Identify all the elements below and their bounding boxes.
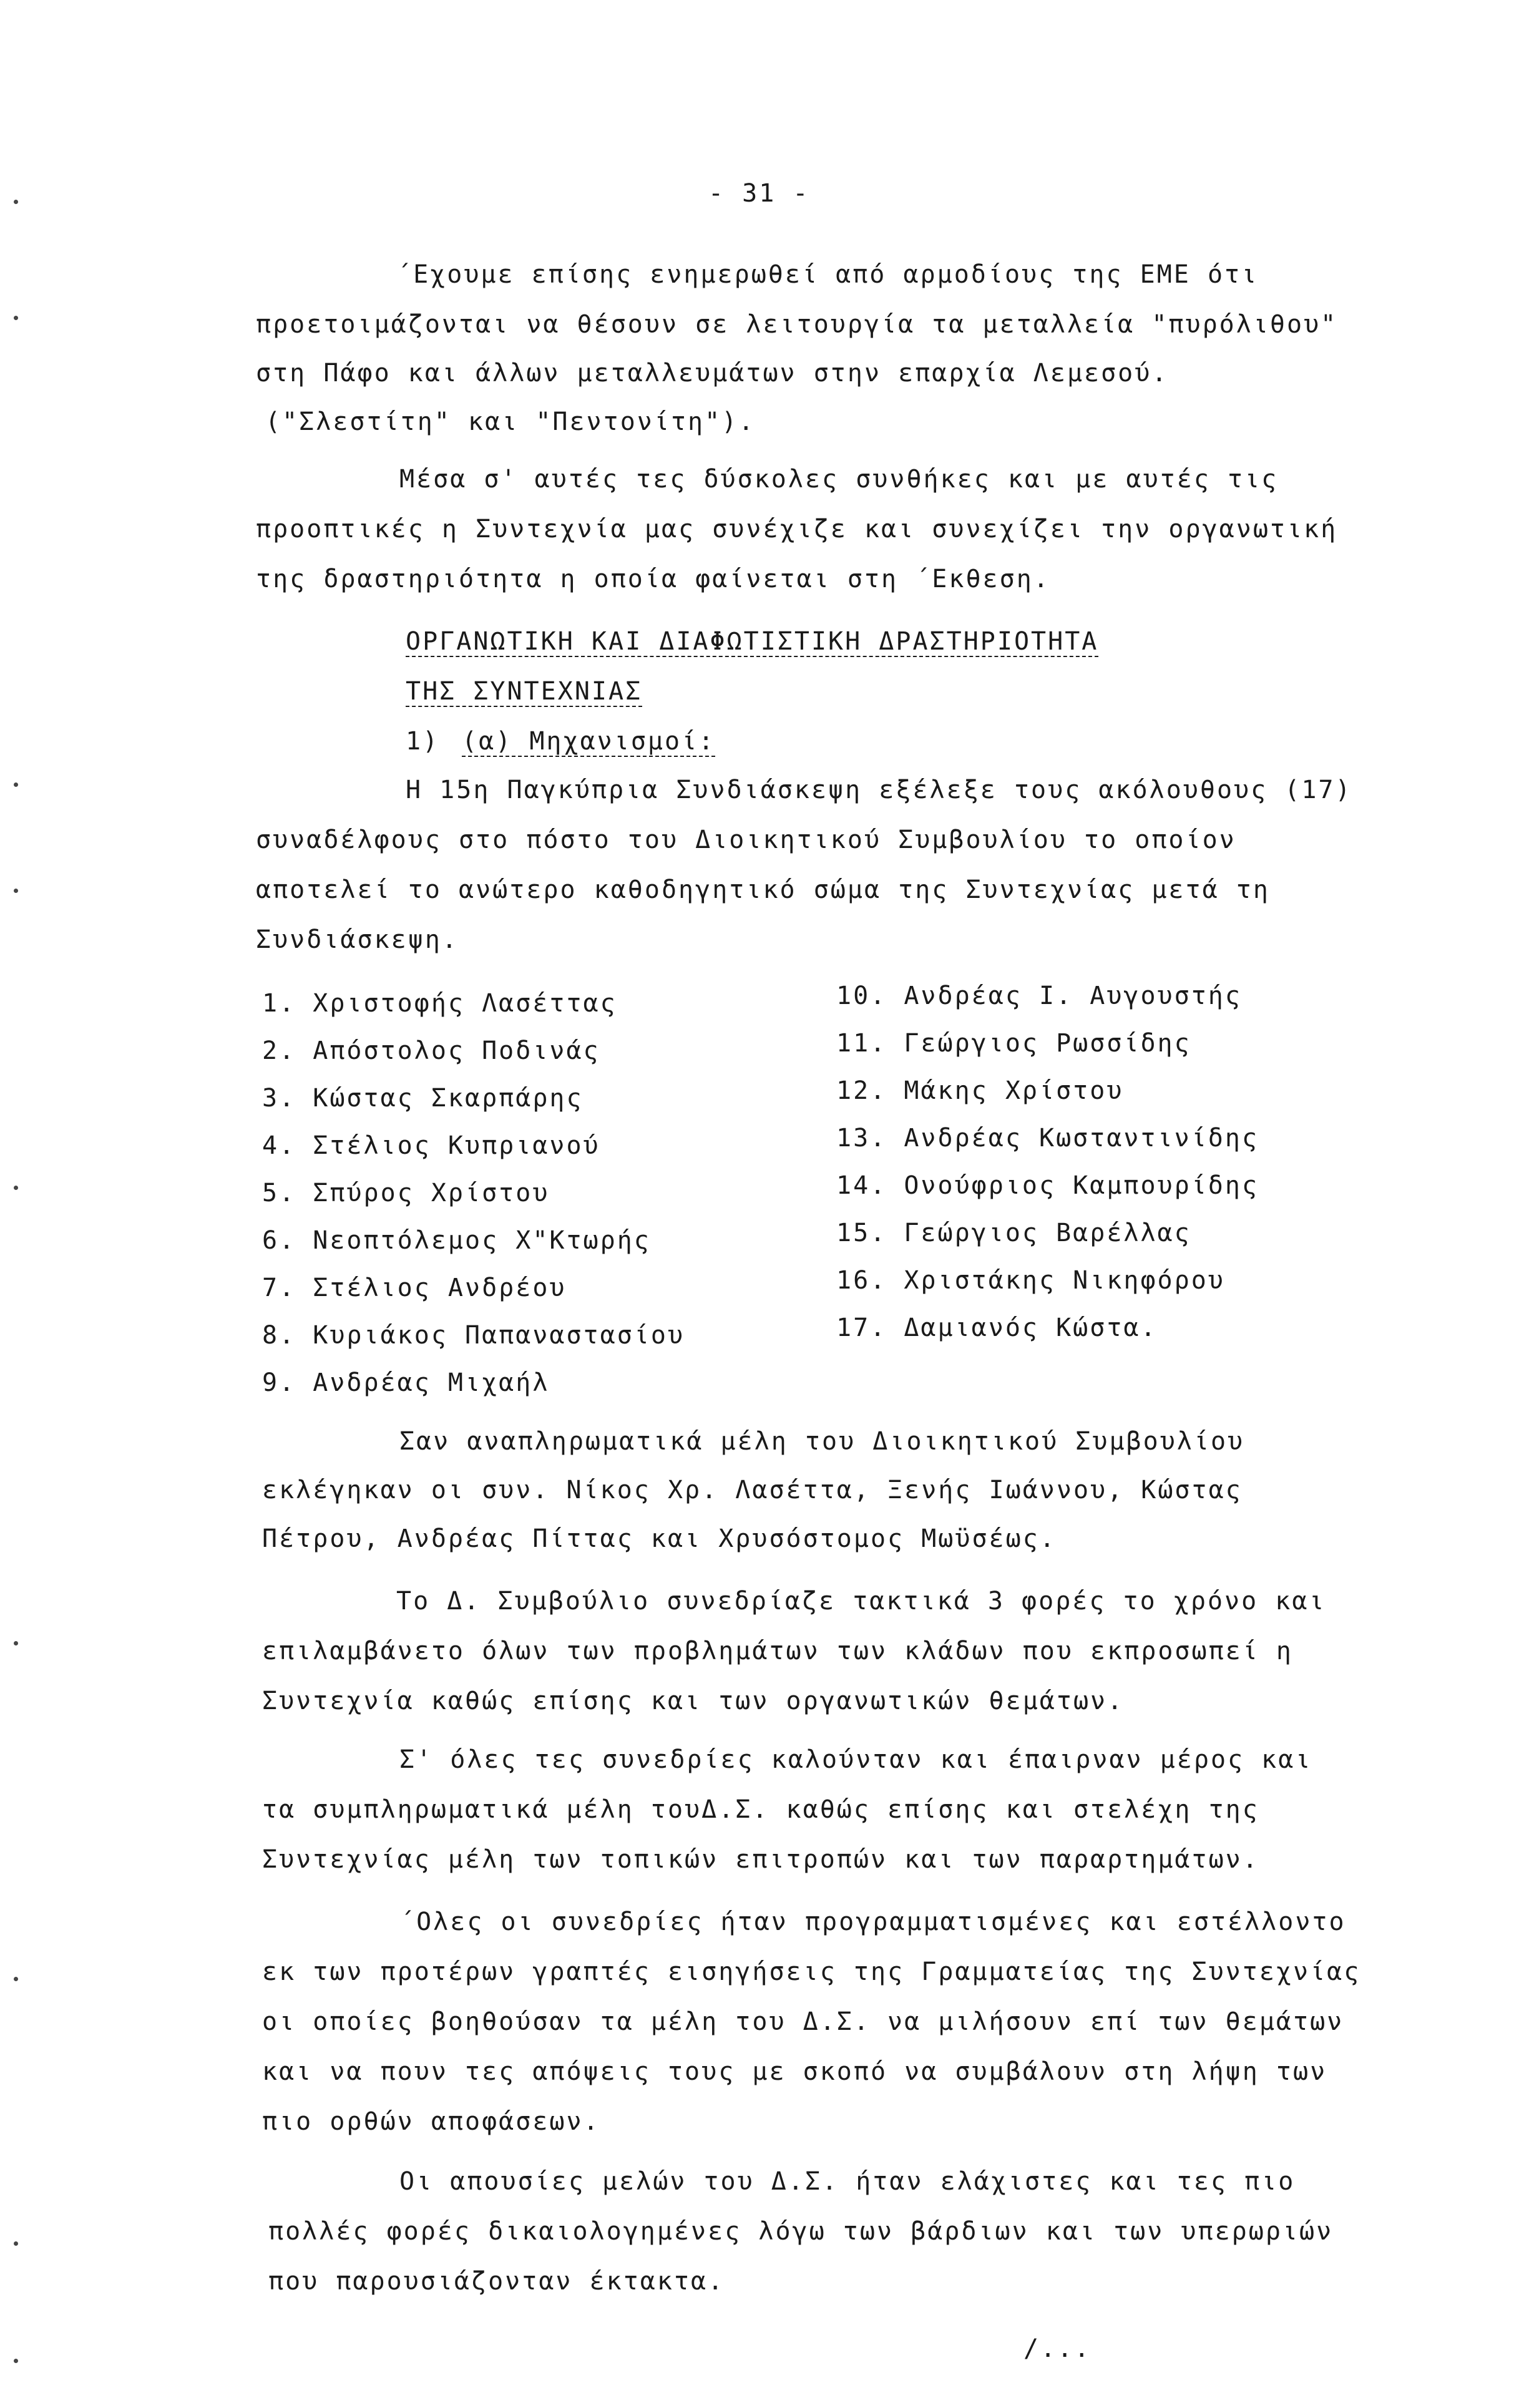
punch-hole-mark	[14, 1186, 18, 1190]
text-line: και να πουν τες απόψεις τους με σκοπό να συμβάλουν στη λήψη των	[262, 2057, 1327, 2086]
list-item: 8. Κυριάκος Παπαναστασίου	[262, 1321, 685, 1350]
text-line: πολλές φορές δικαιολογημένες λόγω των βάρδιων και των υπερωριών	[268, 2217, 1334, 2246]
text-line: Σ' όλες τες συνεδρίες καλούνταν και έπαιρναν μέρος και	[399, 1745, 1312, 1774]
section-title-line: ΟΡΓΑΝΩΤΙΚΗ ΚΑΙ ΔΙΑΦΩΤΙΣΤΙΚΗ ΔΡΑΣΤΗΡΙΟΤΗΤΑ	[406, 627, 1099, 656]
text-line: ("Σλεστίτη" και "Πεντονίτη").	[265, 407, 756, 436]
list-item: 5. Σπύρος Χρίστου	[262, 1179, 550, 1207]
list-item: 14. Ονούφριος Καμπουρίδης	[836, 1171, 1259, 1200]
text-line: οι οποίες βοηθούσαν τα μέλη του Δ.Σ. να μιλήσουν επί των θεμάτων	[262, 2007, 1344, 2036]
text-line: Η 15η Παγκύπρια Συνδιάσκεψη εξέλεξε τους ακόλουθους (17)	[406, 776, 1352, 804]
list-item: 7. Στέλιος Ανδρέου	[262, 1274, 567, 1302]
punch-hole-mark	[14, 2241, 18, 2246]
text-line: Μέσα σ' αυτές τες δύσκολες συνθήκες και με αυτές τις	[399, 465, 1279, 494]
punch-hole-mark	[14, 2359, 18, 2363]
text-line: στη Πάφο και άλλων μεταλλευμάτων στην επαρχία Λεμεσού.	[256, 359, 1169, 388]
text-line: ΄Εχουμε επίσης ενημερωθεί από αρμοδίους της ΕΜΕ ότι	[396, 260, 1259, 289]
text-line: Οι απουσίες μελών του Δ.Σ. ήταν ελάχιστες και τες πιο	[399, 2167, 1296, 2196]
continuation-mark: /...	[1023, 2334, 1092, 2363]
text-line: Συνδιάσκεψη.	[256, 925, 459, 954]
text-line: τα συμπληρωματικά μέλη τουΔ.Σ. καθώς επίσης και στελέχη της	[262, 1795, 1259, 1824]
list-item: 10. Ανδρέας Ι. Αυγουστής	[836, 982, 1242, 1010]
text-line: επιλαμβάνετο όλων των προβλημάτων των κλάδων που εκπροσωπεί η	[262, 1637, 1294, 1665]
punch-hole-mark	[14, 316, 18, 320]
text-line: εκ των προτέρων γραπτές εισηγήσεις της Γραμματείας της Συντεχνίας	[262, 1957, 1361, 1986]
list-item: 13. Ανδρέας Κωσταντινίδης	[836, 1124, 1259, 1153]
text-line: Συντεχνίας μέλη των τοπικών επιτροπών και των παραρτημάτων.	[262, 1845, 1259, 1874]
punch-hole-mark	[14, 1641, 18, 1645]
text-line: συναδέλφους στο πόστο του Διοικητικού Συμβουλίου το οποίον	[256, 826, 1236, 854]
text-line: της δραστηριότητα η οποία φαίνεται στη ΄Εκθεση.	[256, 565, 1050, 593]
text-line: ΄Ολες οι συνεδρίες ήταν προγραμματισμένες και εστέλλοντο	[399, 1908, 1346, 1936]
list-item: 3. Κώστας Σκαρπάρης	[262, 1084, 584, 1113]
list-item: 2. Απόστολος Ποδινάς	[262, 1036, 600, 1065]
list-item: 6. Νεοπτόλεμος Χ"Κτωρής	[262, 1226, 651, 1255]
list-item: 4. Στέλιος Κυπριανού	[262, 1131, 600, 1160]
punch-hole-mark	[14, 1977, 18, 1981]
text-line: που παρουσιάζονταν έκτακτα.	[268, 2267, 725, 2296]
list-item: 17. Δαμιανός Κώστα.	[836, 1314, 1158, 1342]
list-item: 9. Ανδρέας Μιχαήλ	[262, 1368, 550, 1397]
text-line: Πέτρου, Ανδρέας Πίττας και Χρυσόστομος Μωϋσέως.	[262, 1524, 1057, 1553]
text-line: προοπτικές η Συντεχνία μας συνέχιζε και συνεχίζει την οργανωτική	[256, 515, 1338, 544]
text-line: προετοιμάζονται να θέσουν σε λειτουργία τα μεταλλεία "πυρόλιθου"	[256, 310, 1338, 339]
list-item: 16. Χριστάκης Νικηφόρου	[836, 1266, 1225, 1295]
list-item: 11. Γεώργιος Ρωσσίδης	[836, 1029, 1191, 1058]
punch-hole-mark	[14, 782, 18, 787]
text-line: αποτελεί το ανώτερο καθοδηγητικό σώμα της Συντεχνίας μετά τη	[256, 875, 1270, 904]
punch-hole-mark	[14, 200, 18, 204]
punch-hole-mark	[14, 889, 18, 893]
list-item: 12. Μάκης Χρίστου	[836, 1076, 1124, 1105]
list-item: 1. Χριστοφής Λασέττας	[262, 989, 617, 1018]
list-item: 15. Γεώργιος Βαρέλλας	[836, 1219, 1191, 1247]
text-line: Το Δ. Συμβούλιο συνεδρίαζε τακτικά 3 φορές το χρόνο και	[396, 1587, 1326, 1616]
text-line: εκλέγηκαν οι συν. Νίκος Χρ. Λασέττα, Ξενής Ιωάννου, Κώστας	[262, 1476, 1243, 1504]
text-line: Συντεχνία καθώς επίσης και των οργανωτικών θεμάτων.	[262, 1687, 1125, 1715]
subsection-number: 1)	[406, 727, 440, 756]
text-line: Σαν αναπληρωματικά μέλη του Διοικητικού Συμβουλίου	[399, 1427, 1245, 1456]
page-number: - 31 -	[708, 179, 810, 208]
text-line: πιο ορθών αποφάσεων.	[262, 2107, 600, 2136]
section-title-line: ΤΗΣ ΣΥΝΤΕΧΝΙΑΣ	[406, 677, 643, 706]
subsection-label: (α) Μηχανισμοί:	[462, 727, 716, 756]
